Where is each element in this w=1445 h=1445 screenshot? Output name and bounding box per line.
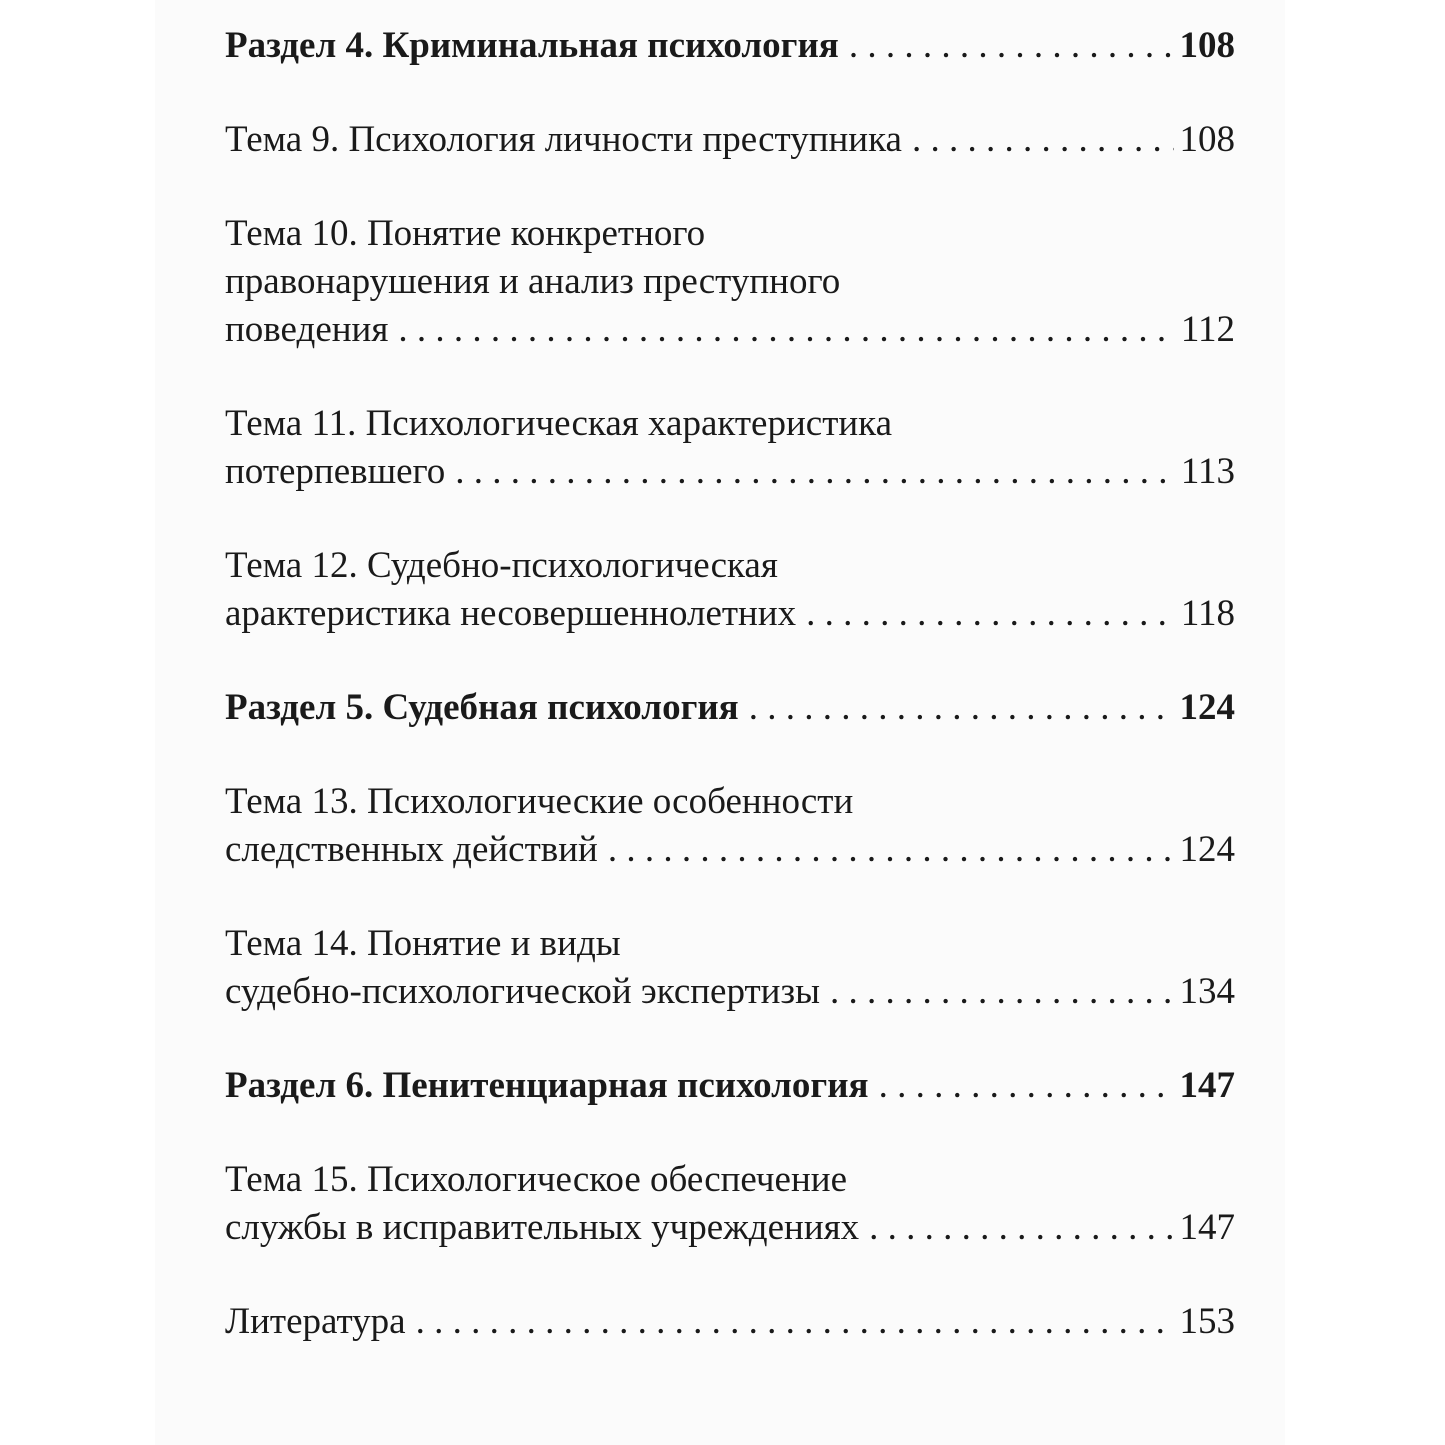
toc-entry-title: поведения <box>225 309 389 350</box>
toc-entry-section-4 <box>225 22 1235 70</box>
page-number: 124 <box>1179 687 1235 728</box>
toc-entry-topic-11 <box>225 400 1235 496</box>
toc-entry-title-line: правонарушения и анализ преступного <box>225 261 841 302</box>
leader-dots <box>879 1062 1174 1110</box>
toc-entry-title: Раздел 5. Судебная психология <box>225 687 739 728</box>
toc-entry-title-line: Тема 13. Психологические особенности <box>225 781 854 822</box>
toc-line <box>225 448 1235 496</box>
toc-entry-title: следственных действий <box>225 829 598 870</box>
toc-line <box>225 826 1235 874</box>
leader-dots <box>849 22 1174 70</box>
toc-entry-title: службы в исправительных учреждениях <box>225 1207 860 1248</box>
toc-entry-title-line: Тема 10. Понятие конкретного <box>225 213 706 254</box>
toc-entry-title: Раздел 4. Криминальная психология <box>225 25 839 66</box>
toc-entry-title: судебно-психологической экспертизы <box>225 971 820 1012</box>
toc-entry-section-6 <box>225 1062 1235 1110</box>
toc-entry-title: Раздел 6. Пенитенциарная психология <box>225 1065 869 1106</box>
toc-entry-topic-12 <box>225 542 1235 638</box>
page-number: 118 <box>1180 593 1235 634</box>
book-page <box>155 0 1285 1445</box>
toc-line <box>225 1298 1235 1346</box>
toc-entry-section-5 <box>225 684 1235 732</box>
toc-entry-topic-14 <box>225 920 1235 1016</box>
leader-dots <box>416 1298 1174 1346</box>
toc-entry-topic-10 <box>225 210 1235 354</box>
toc-entry-title-line: Тема 15. Психологическое обеспечение <box>225 1159 847 1200</box>
page-number: 147 <box>1179 1065 1235 1106</box>
leader-dots <box>608 826 1174 874</box>
toc-entry-title: потерпевшего <box>225 451 446 492</box>
page-number: 108 <box>1179 25 1235 66</box>
page-number: 147 <box>1179 1207 1235 1248</box>
leader-dots <box>749 684 1174 732</box>
toc-entry-topic-13 <box>225 778 1235 874</box>
page-number: 112 <box>1180 309 1235 350</box>
toc-entry-title: Литература <box>225 1301 406 1342</box>
toc-entry-title-line: Тема 11. Психологическая характеристика <box>225 403 893 444</box>
toc-line <box>225 684 1235 732</box>
leader-dots <box>455 448 1175 496</box>
toc-entry-title-line: Тема 14. Понятие и виды <box>225 923 621 964</box>
page-number: 113 <box>1180 451 1235 492</box>
leader-dots <box>912 116 1174 164</box>
toc-line <box>225 116 1235 164</box>
toc-entry-topic-9 <box>225 116 1235 164</box>
toc-entry-topic-15 <box>225 1156 1235 1252</box>
toc-line <box>225 1062 1235 1110</box>
table-of-contents <box>225 22 1235 1346</box>
toc-line <box>225 968 1235 1016</box>
leader-dots <box>830 968 1174 1016</box>
page-number: 124 <box>1179 829 1235 870</box>
toc-entry-literature <box>225 1298 1235 1346</box>
toc-entry-title: Тема 9. Психология личности преступника <box>225 119 902 160</box>
leader-dots <box>398 306 1175 354</box>
toc-entry-title: арактеристика несовершеннолетних <box>225 593 797 634</box>
page-number: 134 <box>1179 971 1235 1012</box>
page-number: 153 <box>1179 1301 1235 1342</box>
page-number: 108 <box>1179 119 1235 160</box>
leader-dots <box>806 590 1175 638</box>
toc-line <box>225 22 1235 70</box>
toc-entry-title-line: Тема 12. Судебно-психологическая <box>225 545 778 586</box>
leader-dots <box>869 1204 1173 1252</box>
toc-line <box>225 1204 1235 1252</box>
toc-line <box>225 306 1235 354</box>
toc-line <box>225 590 1235 638</box>
